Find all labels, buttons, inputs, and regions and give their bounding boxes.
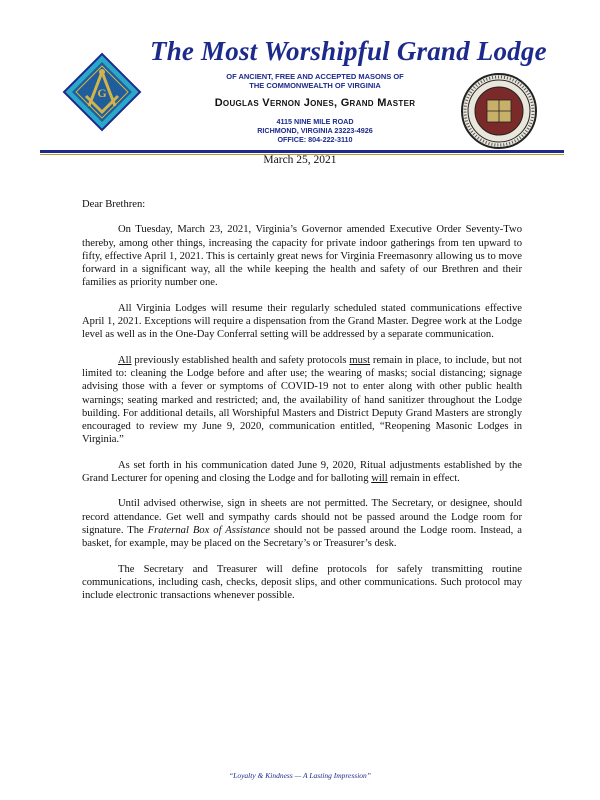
- office-phone: OFFICE: 804-222-3110: [277, 135, 353, 144]
- address-line-1: 4115 NINE MILE ROAD: [276, 117, 354, 126]
- subtitle-line-1: OF ANCIENT, FREE AND ACCEPTED MASONS OF: [226, 72, 404, 81]
- emphasis-all: All: [118, 354, 132, 366]
- grand-lodge-seal-icon: [460, 72, 538, 150]
- grand-master-name: Douglas Vernon Jones, Grand Master: [214, 97, 416, 109]
- emphasis-will: will: [371, 473, 388, 485]
- letterhead-divider: [40, 150, 564, 153]
- salutation: Dear Brethren:: [82, 199, 146, 210]
- footer-motto: “Loyalty & Kindness — A Lasting Impression”: [229, 771, 371, 780]
- letterhead-title: The Most Worshipful Grand Lodge: [150, 36, 547, 66]
- paragraph-1: On Tuesday, March 23, 2021, Virginia’s Governor amended Executive Order Seventy-Two thereby, among other things, increasing the capacity for private indoor gatherings from ten upward to fifty, effective April 1, 2021. This is certainly great news for Virginia Freemasonry allowing us to move forward in a significant way, all the while keeping the health and safety of our Brethren and their families as priority number one.: [82, 224, 522, 289]
- address-line-2: RICHMOND, VIRGINIA 23223-4926: [257, 126, 373, 135]
- letter-body: [82, 198, 522, 614]
- letterhead-address: [190, 117, 440, 144]
- paragraph-4: As set forth in his communication dated June 9, 2020, Ritual adjustments established by the Grand Lecturer for opening and closing the Lodge and for balloting will remain in effect.: [82, 459, 522, 485]
- letter-date: March 25, 2021: [263, 154, 337, 166]
- paragraph-2: All Virginia Lodges will resume their regularly scheduled stated communications effective April 1, 2021. Exceptions will require a dispensation from the Grand Master. Degree work at the Lodge level as well as in the One-Day Conferral setting will be addressed by a separate communication.: [82, 302, 522, 341]
- paragraph-6: The Secretary and Treasurer will define protocols for safely transmitting routine communications, including cash, checks, deposit slips, and other communications. Such protocol may include electronic transactions whenever possible.: [82, 563, 522, 602]
- square-and-compass-logo-icon: [62, 52, 142, 132]
- svg-text:G: G: [97, 86, 107, 100]
- letterhead-subtitle: [190, 72, 440, 90]
- subtitle-line-2: THE COMMONWEALTH OF VIRGINIA: [249, 81, 381, 90]
- paragraph-3: All previously established health and safety protocols must remain in place, to include, but not limited to: cleaning the Lodge before and after use; the wearing of masks; social distancing; signage advising those with a fever or symptoms of COVID-19 not to enter along with other public health warnings; seating marked and restricted; and, the availability of hand sanitizer throughout the Lodge building. For additional details, all Worshipful Masters and District Deputy Grand Masters are strongly encouraged to review my June 9, 2020, communication entitled, “Reopening Masonic Lodges in Virginia.”: [82, 354, 522, 446]
- fraternal-box-title: Fraternal Box of Assistance: [147, 524, 270, 536]
- emphasis-must: must: [349, 354, 371, 366]
- paragraph-5: Until advised otherwise, sign in sheets are not permitted. The Secretary, or designee, should record attendance. Get well and sympathy cards should not be passed around the Lodge room for signature. The Fraternal Box of Assistance should not be passed around the Lodge room. Instead, a basket, for example, may be placed on the Secretary’s or Treasurer’s desk.: [82, 498, 522, 550]
